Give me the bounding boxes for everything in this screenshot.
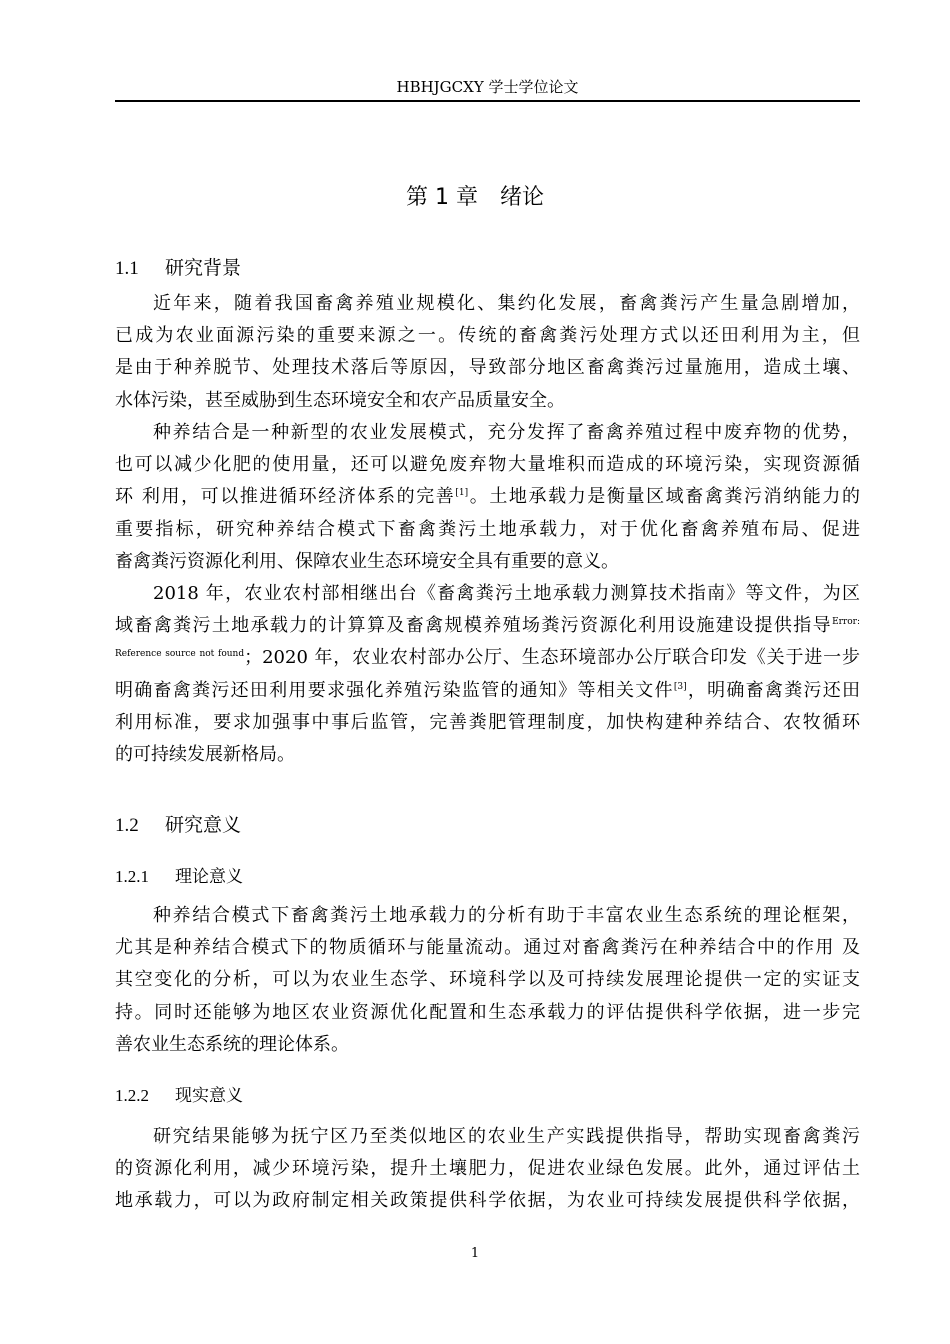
section-title: 研究背景 (165, 257, 242, 279)
citation-1[interactable]: [1] (455, 488, 469, 499)
citation-error[interactable]: Reference source not found (115, 649, 245, 660)
text-line: 地承载力，可以为政府制定相关政策提供科学依据，为农业可持续发展提供科学依据， (115, 1190, 860, 1212)
text-line: 近年来，随着我国畜禽养殖业规模化、集约化发展，畜禽粪污产生量急剧增加， (153, 293, 860, 314)
paragraph-theoretical (115, 900, 860, 1061)
text-line: 研究结果能够为抚宁区乃至类似地区的农业生产实践提供指导，帮助实现畜禽粪污 (153, 1126, 860, 1147)
text-line: 水体污染，甚至威胁到生态环境安全和农产品质量安全。 (115, 389, 565, 411)
citation-3[interactable]: [3] (673, 681, 687, 692)
text-run: ；2020 年，农业农村部办公厅、生态环境部办公厅联合印发《关于进一步 (244, 647, 860, 669)
text-line: 的资源化利用，减少环境污染，提升土壤肥力，促进农业绿色发展。此外，通过评估土 (115, 1158, 860, 1180)
section-number: 1.1 (115, 258, 139, 279)
header-rule (115, 100, 860, 102)
text-line: 畜禽粪污资源化利用、保障农业生态环境安全具有重要的意义。 (115, 550, 619, 572)
paragraph-practical (115, 1121, 860, 1218)
text-run: 明确畜禽粪污还田利用要求强化养殖污染监管的通知》等相关文件 (115, 679, 674, 701)
text-line: 利用标准，要求加强事中事后监管，完善粪肥管理制度，加快构建种养结合、农牧循环 (115, 711, 860, 733)
text-line (115, 610, 860, 642)
text-line (115, 642, 860, 674)
section-heading-1-1 (115, 253, 241, 280)
section-heading-1-2 (115, 810, 241, 837)
section-title: 研究意义 (165, 814, 242, 836)
paragraph-background-3 (115, 578, 860, 771)
section-number: 1.2.1 (115, 867, 149, 886)
running-header: HBHJGCXY 学士学位论文 (396, 78, 579, 96)
citation-error[interactable]: Error: (832, 617, 860, 628)
text-line: 是由于种养脱节、处理技术落后等原因，导致部分地区畜禽粪污过量施用，造成土壤、 (115, 357, 860, 379)
paragraph-background-1 (115, 288, 860, 417)
text-run: ，明确畜禽粪污还田 (686, 679, 861, 701)
section-heading-1-2-1 (115, 862, 243, 887)
text-line (115, 481, 860, 513)
text-line: 的可持续发展新格局。 (115, 743, 295, 765)
text-line (115, 675, 860, 707)
text-line: 善农业生态系统的理论体系。 (115, 1033, 349, 1055)
text-line: 也可以减少化肥的使用量，还可以避免废弃物大量堆积而造成的环境污染，实现资源循 (115, 454, 860, 476)
section-title: 理论意义 (175, 867, 243, 887)
text-run: 域畜禽粪污土地承载力的计算算及畜禽规模养殖场粪污资源化利用设施建设提供指导 (115, 615, 833, 637)
text-run: 。土地承载力是衡量区域畜禽粪污消纳能力的 (468, 486, 860, 508)
text-line: 持。同时还能够为地区农业资源优化配置和生态承载力的评估提供科学依据，进一步完 (115, 1001, 860, 1023)
text-line: 尤其是种养结合模式下的物质循环与能量流动。通过对畜禽粪污在种养结合中的作用 及 (115, 937, 860, 959)
page-number: 1 (470, 1246, 480, 1261)
text-line: 其空变化的分析，可以为农业生态学、环境科学以及可持续发展理论提供一定的实证支 (115, 969, 860, 991)
text-line: 种养结合是一种新型的农业发展模式，充分发挥了畜禽养殖过程中废弃物的优势， (153, 422, 860, 443)
paragraph-background-2 (115, 417, 860, 578)
text-run: 环 利用，可以推进循环经济体系的完善 (115, 486, 456, 508)
chapter-title: 第 1 章 绪论 (406, 185, 544, 210)
section-number: 1.2 (115, 815, 139, 836)
section-heading-1-2-2 (115, 1081, 243, 1106)
section-title: 现实意义 (175, 1086, 243, 1106)
text-line: 种养结合模式下畜禽粪污土地承载力的分析有助于丰富农业生态系统的理论框架， (153, 905, 860, 926)
text-line: 已成为农业面源污染的重要来源之一。传统的畜禽粪污处理方式以还田利用为主，但 (115, 325, 860, 347)
text-line: 2018 年，农业农村部相继出台《畜禽粪污土地承载力测算技术指南》等文件，为区 (153, 583, 860, 604)
section-number: 1.2.2 (115, 1086, 149, 1105)
text-line: 重要指标，研究种养结合模式下畜禽粪污土地承载力，对于优化畜禽养殖布局、促进 (115, 518, 860, 540)
